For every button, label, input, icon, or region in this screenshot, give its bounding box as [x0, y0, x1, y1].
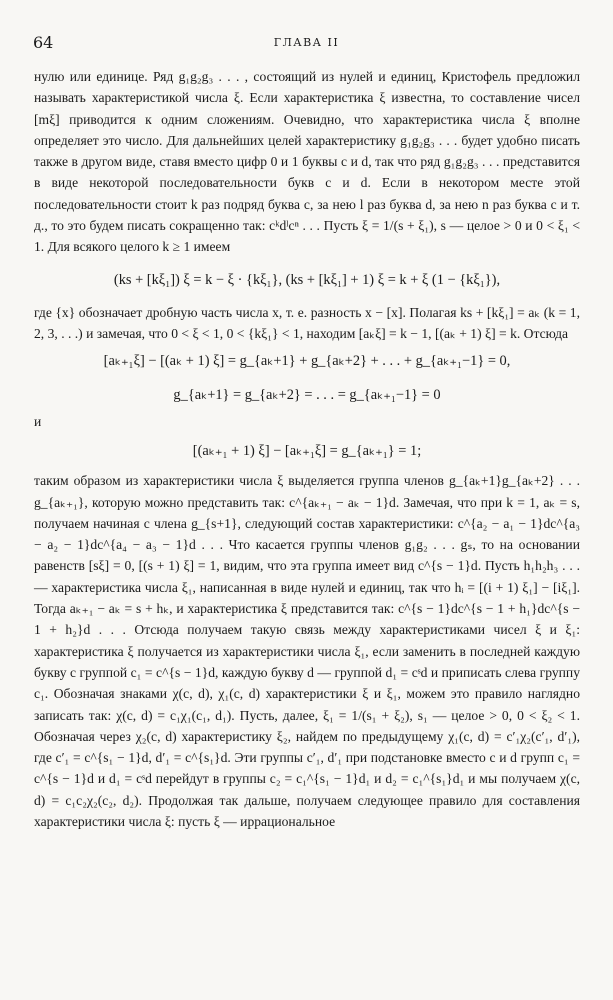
page-header	[0, 33, 613, 55]
display-formula: [(aₖ₊₁ + 1) ξ] − [aₖ₊₁ξ] = g_{aₖ₊₁} = 1;	[192, 443, 422, 460]
page-number: 64	[33, 33, 54, 52]
display-formula: g_{aₖ+1} = g_{aₖ+2} = . . . = g_{aₖ₊₁−1} = 0	[173, 387, 441, 404]
chapter-title: ГЛАВА II	[273, 36, 340, 49]
display-formula: (ks + [kξ₁]) ξ = k − ξ · {kξ₁}, (ks + [kξ₁] + 1) ξ = k + ξ (1 − {kξ₁}),	[113, 271, 501, 288]
paragraph: где {x} обозначает дробную часть числа x, т. е. разность x − [x]. Полагая ks + [kξ₁] = aₖ (k = 1, 2, 3, . . .) и замечая, что 0 < ξ < 1, 0 < {kξ₁} < 1, находим [aₖξ] = k − 1, [(aₖ + 1) ξ] = k. Отсюда	[34, 304, 580, 341]
page-body	[34, 66, 580, 832]
paragraph: нулю или единице. Ряд g₁g₂g₃ . . . , состоящий из нулей и единиц, Кристофель предложил называть характеристикой числа ξ. Если характеристика ξ известна, то составление чисел [mξ] приводится к одним сложениям. Очевидно, что характеристика числа ξ вполне определяет это число. Для дальнейших целей характеристику g₁g₂g₃ . . . будет удобно писать также в другом виде, ставя вместо цифр 0 и 1 буквы c и d, так что ряд g₁g₂g₃ . . . представится в виде некоторой последовательности букв c и d. Если в некотором месте этой последовательности стоит k раз подряд буква c, за нею l раз буква d, за нею n раз буква c и т. д., то это будем писать сокращенно так: cᵏdˡcⁿ . . . Пусть ξ = 1/(s + ξ₁), s — целое > 0 и 0 < ξ₁ < 1. Для всякого целого k ≥ 1 имеем	[34, 69, 580, 255]
conjunction-text: и	[34, 414, 42, 430]
paragraph: таким образом из характеристики числа ξ выделяется группа членов g_{aₖ+1}g_{aₖ+2} . . . g_{aₖ₊₁}, которую можно представить так: c^{aₖ₊₁ − aₖ − 1}d. Замечая, что при k = 1, aₖ = s, получаем начиная с члена g_{s+1}, следующий состав характеристики: c^{a₂ − a₁ − 1}dc^{a₃ − a₂ − 1}dc^{a₄ − a₃ − 1}d . . . Что касается группы членов g₁g₂ . . . gₛ, то на основании равенств [sξ] = 0, [(s + 1) ξ] = 1, видим, что эта группа имеет вид c^{s − 1}d. Пусть h₁h₂h₃ . . . — характеристика числа ξ₁, написанная в виде нулей и единиц, так что hᵢ = [(i + 1) ξ₁] − [iξ₁]. Тогда aₖ₊₁ − aₖ = s + hₖ, и характеристика ξ представится так: c^{s − 1}dc^{s − 1 + h₁}dc^{s − 1 + h₂}d . . . Отсюда получаем такую связь между характеристиками чисел ξ и ξ₁: характеристика ξ получается из характеристики числа ξ₁, если заменить в последней каждую букву c группой c₁ = c^{s − 1}d, каждую букву d — группой d₁ = cˢd и приписать слева группу c₁. Обозначая знаками χ(c, d), χ₁(c, d) характеристики ξ и ξ₁, можем это правило наглядно записать так: χ(c, d) = c₁χ₁(c₁, d₁). Пусть, далее, ξ₁ = 1/(s₁ + ξ₂), s₁ — целое > 0, 0 < ξ₂ < 1. Обозначая через χ₂(c, d) характеристику ξ₂, найдем по предыдущему χ₁(c, d) = c′₁χ₂(c′₁, d′₁), где c′₁ = c^{s₁ − 1}d, d′₁ = c^{s₁}d. Эти группы c′₁, d′₁ при подстановке вместо c и d групп c₁ = c^{s − 1}d и d₁ = cˢd перейдут в группы c₂ = c₁^{s₁ − 1}d₁ и d₂ = c₁^{s₁}d₁ и мы получаем χ(c, d) = c₁c₂χ₂(c₂, d₂). Продолжая так дальше, получаем следующее правило для составления характеристики числа ξ: пусть ξ — иррациональное	[34, 473, 580, 830]
display-formula: [aₖ₊₁ξ] − [(aₖ + 1) ξ] = g_{aₖ+1} + g_{aₖ+2} + . . . + g_{aₖ₊₁−1} = 0,	[103, 353, 511, 370]
